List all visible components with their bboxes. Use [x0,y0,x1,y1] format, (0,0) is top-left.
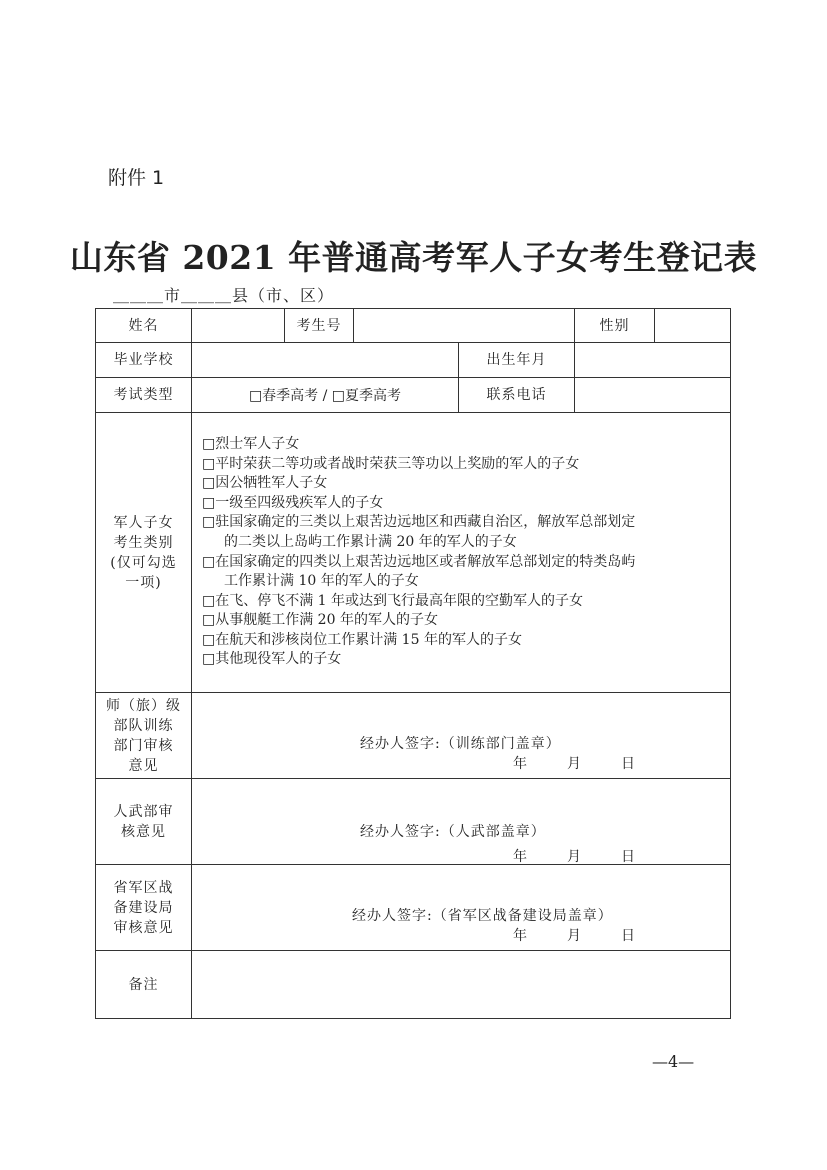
form-title: 山东省 2021 年普通高考军人子女考生登记表 [69,238,758,277]
category-option[interactable]: □其他现役军人的子女 [202,651,342,668]
training-review-label [96,693,192,779]
remarks-label: 备注 [96,951,192,1019]
category-label-line: 军人子女 [113,514,174,531]
school-field[interactable] [192,343,459,378]
category-label-line: 考生类别 [113,534,174,551]
day-label: 日 [621,928,635,944]
row-armed-dept-review [96,779,731,865]
category-label-line: (仅可勾选 [110,554,177,571]
signature-line: 经办人签字:（省军区战备建设局盖章） [352,908,613,924]
year-label: 年 [513,849,527,865]
row-remarks [96,951,731,1019]
exam-type-label: 考试类型 [96,378,192,413]
provincial-review-label [96,865,192,951]
label-line: 省军区战 [113,879,174,896]
label-line: 审核意见 [113,919,174,936]
category-option[interactable]: □因公牺牲军人子女 [202,475,328,492]
row-exam-type [96,378,731,413]
name-field[interactable] [192,309,285,343]
row-name [96,309,731,343]
day-label: 日 [621,849,635,865]
date-line [513,753,635,773]
gender-label: 性别 [575,309,655,343]
page-number: —4— [652,1052,695,1071]
city-county-line: ＿＿＿市＿＿＿县（市、区） [113,286,335,305]
year-label: 年 [513,756,527,772]
birth-label: 出生年月 [459,343,575,378]
category-option[interactable]: □在航天和涉核岗位工作累计满 15 年的军人的子女 [202,631,522,648]
category-option-continued: 的二类以上岛屿工作累计满 20 年的军人的子女 [224,533,517,550]
category-option[interactable]: □一级至四级残疾军人的子女 [202,494,384,511]
row-training-review [96,693,731,779]
category-label-line: 一项) [125,574,162,591]
signature-line: 经办人签字:（人武部盖章） [360,824,546,840]
day-label: 日 [621,756,635,772]
label-line: 师（旅）级 [106,697,181,714]
exam-number-field[interactable] [354,309,575,343]
remarks-field[interactable] [192,951,731,1019]
school-label: 毕业学校 [96,343,192,378]
attachment-label: 附件 1 [108,167,165,189]
month-label: 月 [567,756,581,772]
exam-number-label: 考生号 [285,309,354,343]
month-label: 月 [567,928,581,944]
phone-label: 联系电话 [459,378,575,413]
month-label: 月 [567,849,581,865]
registration-form-table [95,308,731,1019]
armed-dept-review-label [96,779,192,865]
year-label: 年 [513,928,527,944]
label-line: 部队训练 [113,717,174,734]
category-option[interactable]: □在国家确定的四类以上艰苦边远地区或者解放军总部划定的特类岛屿 [202,553,636,570]
label-line: 部门审核 [113,737,174,754]
row-provincial-review [96,865,731,951]
category-option[interactable]: □从事舰艇工作满 20 年的军人的子女 [202,612,438,629]
signature-line: 经办人签字:（训练部门盖章） [360,736,561,752]
row-school [96,343,731,378]
label-line: 核意见 [121,823,166,840]
date-line [513,846,635,866]
provincial-review-field[interactable] [192,865,731,951]
category-label [96,413,192,693]
row-categories [96,413,731,693]
training-review-field[interactable] [192,693,731,779]
birth-field[interactable] [575,343,731,378]
date-line [513,925,635,945]
label-line: 意见 [128,757,159,774]
category-option[interactable]: □驻国家确定的三类以上艰苦边远地区和西藏自治区，解放军总部划定 [202,514,636,531]
category-option[interactable]: □平时荣获二等功或者战时荣获三等功以上奖励的军人的子女 [202,455,580,472]
armed-dept-review-field[interactable] [192,779,731,865]
name-label: 姓名 [96,309,192,343]
label-line: 备建设局 [113,899,174,916]
category-option-continued: 工作累计满 10 年的军人的子女 [224,573,419,590]
label-line: 人武部审 [113,803,174,820]
category-option[interactable]: □在飞、停飞不满 1 年或达到飞行最高年限的空勤军人的子女 [202,592,584,609]
category-options [192,413,731,693]
exam-type-options[interactable]: □春季高考 / □夏季高考 [192,378,459,413]
phone-field[interactable] [575,378,731,413]
category-option[interactable]: □烈士军人子女 [202,435,300,452]
gender-field[interactable] [655,309,731,343]
